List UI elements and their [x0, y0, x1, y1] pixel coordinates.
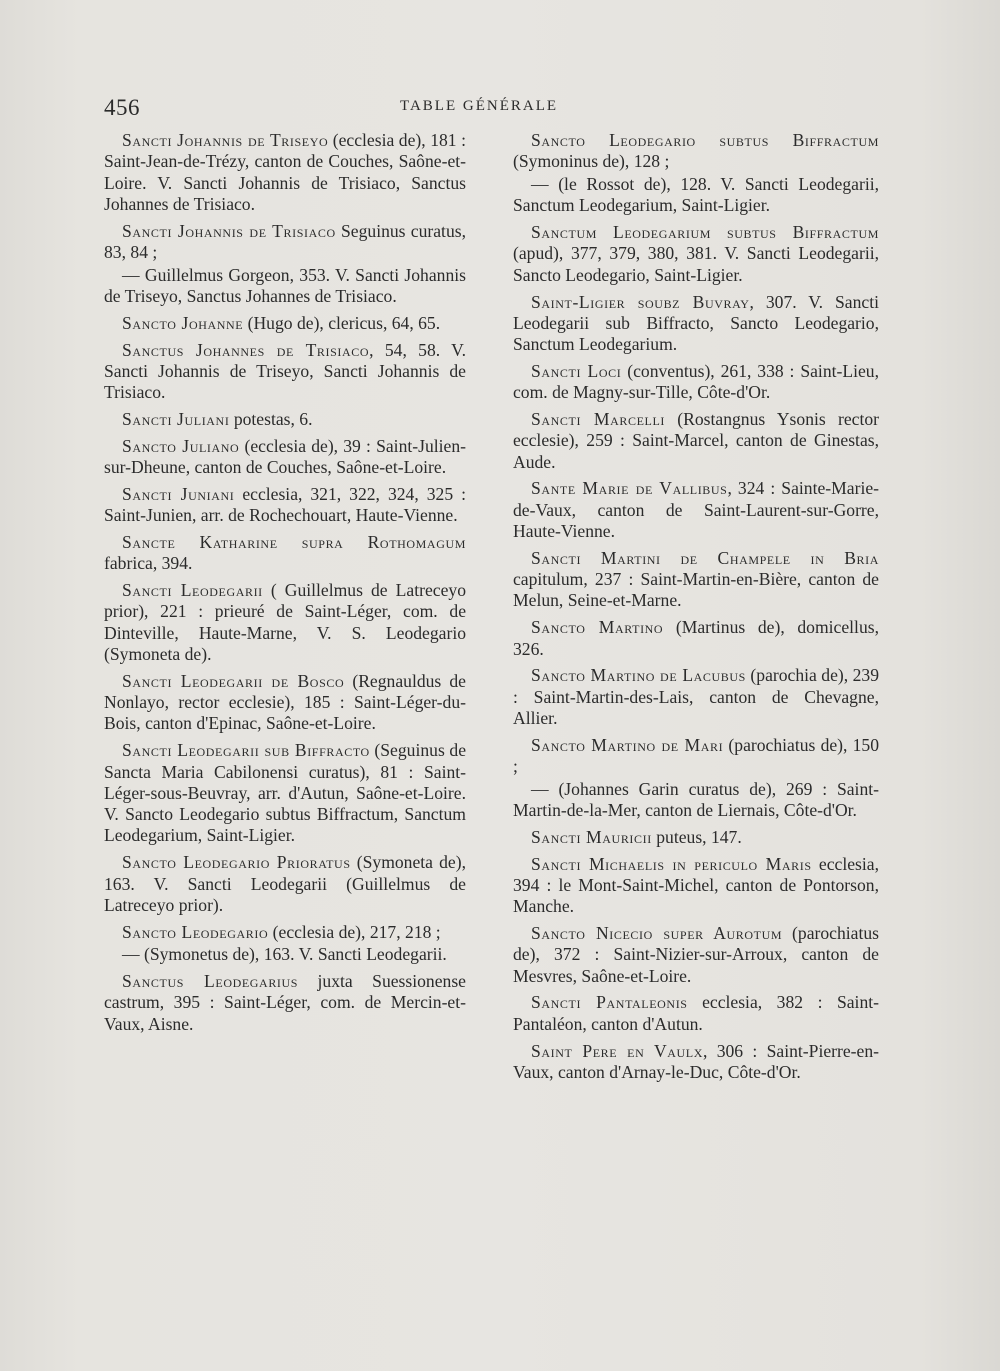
entry-heading: Sante Marie de Vallibus: [531, 478, 728, 499]
entry-text: (parochiatus de), 372 : Saint-Nizier-sur-Arroux, canton de Mesvres, Saône-et-Loire.: [513, 923, 879, 986]
entry-text: Seguinus curatus, 83, 84 ;: [104, 220, 466, 262]
entry-text: (conventus), 261, 338 : Saint-Lieu, com. de Magny-sur-Tille, Côte-d'Or.: [513, 360, 879, 403]
entry-text: — Guillelmus Gorgeon, 353. V. Sancti Johannis de Triseyo, Sanctus Johannes de Trisiaco.: [104, 264, 466, 307]
entry-text: puteus, 147.: [651, 826, 742, 847]
entry-text: (Symoninus de), 128 ;: [513, 151, 670, 172]
entry-heading: Sancto Leodegario: [122, 921, 269, 942]
index-entry: [513, 735, 879, 778]
index-entry: [104, 221, 466, 264]
entry-heading: Sanctus Johannes de Trisiaco: [122, 339, 370, 360]
index-entry: [104, 740, 466, 846]
running-title: TABLE GÉNÉRALE: [400, 98, 559, 114]
entry-text: juxta Suessionense castrum, 395 : Saint-Léger, com. de Mercin-et-Vaux, Aisne.: [104, 971, 466, 1034]
entry-heading: Sancti Loci: [531, 360, 622, 381]
entry-heading: Saint Pere en Vaulx: [531, 1040, 703, 1061]
index-subentry: [513, 174, 879, 217]
entry-heading: Sancto Juliano: [122, 435, 240, 456]
entry-heading: Sancto Martino de Mari: [531, 734, 724, 755]
page-number: 456: [104, 95, 140, 120]
index-entry: [513, 665, 879, 729]
entry-heading: Sancti Juniani: [122, 483, 235, 504]
entry-text: (Martinus de), domicellus, 326.: [513, 617, 879, 659]
right-column: [513, 130, 879, 1089]
entry-text: ecclesia, 394 : le Mont-Saint-Michel, canton de Pontorson, Manche.: [513, 853, 879, 917]
entry-text: (Hugo de), clericus, 64, 65.: [243, 312, 441, 333]
index-entry: [513, 548, 879, 612]
entry-text: (Seguinus de Sancta Maria Cabilonensi curatus), 81 : Saint-Léger-sous-Beuvray, arr. d'Autun, Saône-et-Loire. V. Sancto Leodegario subtus Biffractum, Sanctum Leodegarium, Saint-Ligier.: [104, 740, 467, 846]
entry-heading: Sanctum Leodegarium subtus Biffractum: [531, 222, 879, 243]
index-entry: [104, 922, 466, 943]
entry-text: (parochia de), 239 : Saint-Martin-des-Lais, canton de Chevagne, Allier.: [513, 665, 879, 728]
entry-heading: Sancti Pantaleonis: [531, 992, 688, 1013]
index-entry: [104, 340, 466, 404]
entry-text: (Regnauldus de Nonlayo, rector ecclesie), 185 : Saint-Léger-du-Bois, canton d'Epinac, Saône-et-Loire.: [104, 670, 466, 734]
index-entry: [513, 409, 879, 473]
index-subentry: [513, 779, 879, 822]
entry-heading: Sancto Nicecio super Aurotum: [531, 923, 783, 944]
index-entry: [513, 478, 879, 542]
index-entry: [104, 409, 466, 430]
entry-heading: Sancti Michaelis in periculo Maris: [531, 853, 812, 874]
entry-heading: Sancti Johannis de Trisiaco: [122, 220, 336, 241]
entry-heading: Sancti Leodegarii: [122, 580, 263, 601]
index-entry: [104, 436, 466, 479]
entry-text: ecclesia, 382 : Saint-Pantaléon, canton d'Autun.: [513, 992, 879, 1034]
index-entry: [513, 923, 879, 987]
entry-text: (ecclesia de), 181 : Saint-Jean-de-Trézy, canton de Couches, Saône-et-Loire. V. Sancti Johannis de Trisiaco, Sanctus Johannes de Trisiaco.: [104, 130, 466, 214]
entry-text: (ecclesia de), 39 : Saint-Julien-sur-Dheune, canton de Couches, Saône-et-Loire.: [104, 435, 466, 478]
entry-heading: Sancti Marcelli: [531, 409, 666, 430]
entry-text: (parochiatus de), 150 ;: [513, 734, 880, 777]
index-entry: [513, 130, 879, 173]
entry-heading: Sancti Martini de Champele in Bria: [531, 547, 879, 568]
entry-text: , 54, 58. V. Sancti Johannis de Triseyo, Sancti Johannis de Trisiaco.: [104, 339, 466, 403]
entry-text: (ecclesia de), 217, 218 ;: [268, 921, 441, 942]
index-entry: [513, 617, 879, 660]
entry-text: — (le Rossot de), 128. V. Sancti Leodegarii, Sanctum Leodegarium, Saint-Ligier.: [513, 174, 879, 216]
index-entry: [513, 992, 879, 1035]
entry-text: fabrica, 394.: [104, 553, 193, 574]
index-entry: [104, 484, 466, 527]
entry-heading: Sancto Martino: [531, 617, 664, 638]
entry-heading: Sanctus Leodegarius: [122, 971, 299, 992]
entry-heading: Sancti Johannis de Triseyo: [122, 130, 329, 150]
index-entry: [104, 971, 466, 1035]
index-subentry: [104, 944, 466, 965]
entry-text: (apud), 377, 379, 380, 381. V. Sancti Leodegarii, Sancto Leodegario, Saint-Ligier.: [513, 243, 879, 285]
entry-text: — (Symonetus de), 163. V. Sancti Leodegarii.: [122, 944, 447, 965]
index-entry: [513, 292, 879, 356]
entry-heading: Sancti Leodegarii de Bosco: [122, 670, 345, 691]
index-entry: [104, 671, 466, 735]
entry-text: (Symoneta de), 163. V. Sancti Leodegarii (Guillelmus de Latreceyo prior).: [104, 852, 466, 915]
entry-heading: Sancto Johanne: [122, 312, 244, 333]
entry-text: ecclesia, 321, 322, 324, 325 : Saint-Junien, arr. de Rochechouart, Haute-Vienne.: [104, 483, 466, 526]
entry-text: ( Guillelmus de Latreceyo prior), 221 : prieuré de Saint-Léger, com. de Dinteville, Haute-Marne, V. S. Leodegario (Symoneta de).: [104, 580, 466, 665]
index-entry: [104, 852, 466, 916]
index-entry: [513, 222, 879, 286]
entry-heading: Sancti Juliani: [122, 409, 230, 430]
entry-heading: Saint-Ligier soubz Buvray: [531, 291, 750, 312]
index-entry: [104, 580, 466, 665]
entry-heading: Sancto Leodegario Prioratus: [122, 852, 351, 873]
entry-text: , 306 : Saint-Pierre-en-Vaux, canton d'Arnay-le-Duc, Côte-d'Or.: [513, 1040, 879, 1082]
entry-text: , 307. V. Sancti Leodegarii sub Biffracto, Sancto Leodegario, Sanctum Leodegarium.: [513, 291, 879, 355]
index-entry: [513, 854, 879, 918]
entry-text: — (Johannes Garin curatus de), 269 : Saint-Martin-de-la-Mer, canton de Liernais, Côte-d'Or.: [513, 778, 879, 821]
index-entry: [513, 361, 879, 404]
left-column: [104, 130, 466, 1041]
index-entry: [513, 1041, 879, 1084]
entry-text: potestas, 6.: [229, 409, 313, 430]
index-subentry: [104, 265, 466, 308]
entry-text: , 324 : Sainte-Marie-de-Vaux, canton de Saint-Laurent-sur-Gorre, Haute-Vienne.: [513, 478, 880, 542]
entry-heading: Sancto Leodegario subtus Biffractum: [531, 130, 879, 150]
entry-text: (Rostangnus Ysonis rector ecclesie), 259 : Saint-Marcel, canton de Ginestas, Aude.: [513, 409, 879, 472]
index-entry: [104, 532, 466, 575]
entry-text: capitulum, 237 : Saint-Martin-en-Bière, canton de Melun, Seine-et-Marne.: [513, 569, 879, 611]
index-entry: [104, 313, 466, 334]
index-entry: [104, 130, 466, 215]
entry-heading: Sancto Martino de Lacubus: [531, 665, 746, 686]
entry-heading: Sancti Leodegarii sub Biffracto: [122, 740, 370, 761]
entry-heading: Sancti Mauricii: [531, 826, 652, 847]
entry-heading: Sancte Katharine supra Rothomagum: [122, 532, 466, 553]
index-entry: [513, 827, 879, 848]
